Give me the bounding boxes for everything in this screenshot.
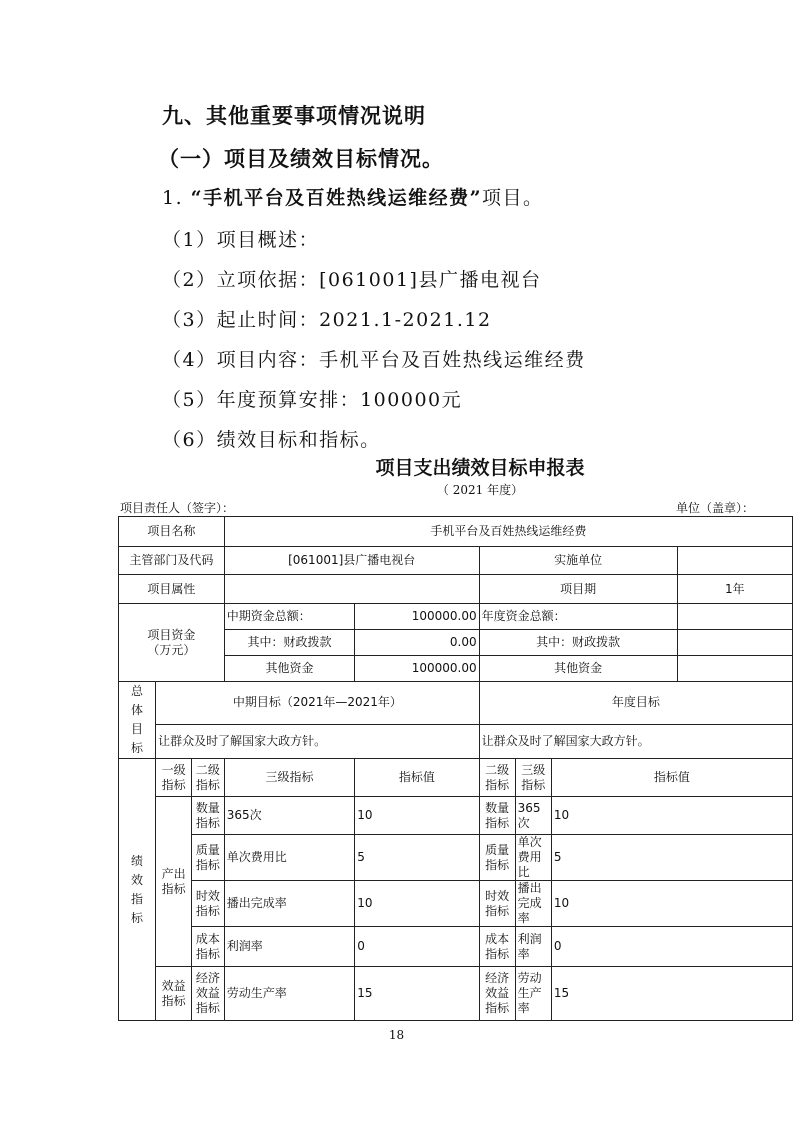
table-row	[119, 835, 793, 881]
indicator-l2-year: 质量指标	[479, 835, 515, 881]
indicator-value-year: 10	[551, 881, 792, 927]
level2-header: 二级指标	[192, 759, 225, 797]
indicator-l3: 365次	[224, 797, 354, 835]
benefit-indicator-label: 效益指标	[156, 967, 192, 1021]
indicator-value: 0	[355, 927, 479, 967]
indicator-l3: 利润率	[224, 927, 354, 967]
value-header-year: 指标值	[551, 759, 792, 797]
year-fiscal-label: 其中：财政拨款	[479, 630, 677, 656]
section-heading: 九、其他重要事项情况说明	[162, 103, 426, 128]
indicator-value: 15	[355, 967, 479, 1021]
indicator-value-year: 15	[551, 967, 792, 1021]
indicator-l2-year: 数量指标	[479, 797, 515, 835]
period-value: 1年	[677, 575, 792, 604]
indicator-l3-year: 劳动生产率	[515, 967, 551, 1021]
year-goal-label: 年度目标	[479, 682, 792, 725]
attr-label: 项目属性	[119, 575, 225, 604]
table-row	[119, 517, 793, 547]
table-title: 项目支出绩效目标申报表	[375, 457, 585, 479]
output-indicator-label: 产出指标	[156, 797, 192, 967]
table-row	[119, 575, 793, 604]
mid-other-value: 100000.00	[355, 656, 479, 682]
indicator-l3: 播出完成率	[224, 881, 354, 927]
table-row	[119, 927, 793, 967]
period-line: （3）起止时间：2021.1-2021.12	[162, 309, 492, 331]
table-row	[119, 881, 793, 927]
fund-label-line1: 项目资金	[147, 627, 196, 642]
table-row	[119, 682, 793, 725]
perf-indicator-label: 绩效指标	[119, 759, 156, 1021]
indicator-l2: 成本指标	[192, 927, 225, 967]
dept-label: 主管部门及代码	[119, 547, 225, 575]
indicator-l2: 时效指标	[192, 881, 225, 927]
indicator-value-year: 10	[551, 797, 792, 835]
overall-goal-label: 总体目标	[119, 682, 156, 759]
indicator-l2-year: 时效指标	[479, 881, 515, 927]
table-subtitle: （ 2021 年度）	[436, 483, 524, 497]
basis-line: （2）立项依据：[061001]县广播电视台	[162, 269, 542, 291]
value-header: 指标值	[355, 759, 479, 797]
indicator-l3: 劳动生产率	[224, 967, 354, 1021]
level1-header: 一级指标	[156, 759, 192, 797]
unit-label: 单位（盖章）：	[676, 501, 755, 515]
period-label: 项目期	[479, 575, 677, 604]
indicator-l2: 质量指标	[192, 835, 225, 881]
year-other-value	[677, 656, 792, 682]
subsection-heading: （一）项目及绩效目标情况。	[158, 146, 444, 171]
table-row	[119, 759, 793, 797]
table-row	[119, 797, 793, 835]
indicator-l3-year: 365次	[515, 797, 551, 835]
indicator-l3: 单次费用比	[224, 835, 354, 881]
year-total-label: 年度资金总额：	[479, 604, 677, 630]
indicator-l3-year: 利润率	[515, 927, 551, 967]
indicator-l2: 数量指标	[192, 797, 225, 835]
indicator-l3-year: 播出完成率	[515, 881, 551, 927]
mid-fiscal-value: 0.00	[355, 630, 479, 656]
indicator-value-year: 5	[551, 835, 792, 881]
indicator-l2-year: 成本指标	[479, 927, 515, 967]
item1-line	[162, 183, 544, 210]
mid-total-value: 100000.00	[355, 604, 479, 630]
budget-line: （5）年度预算安排：100000元	[162, 389, 463, 411]
indicator-l2-year: 经济效益指标	[479, 967, 515, 1021]
other-label: 其他资金	[224, 656, 354, 682]
level2-header-year: 二级指标	[479, 759, 515, 797]
year-total-value	[677, 604, 792, 630]
item1-suffix: 项目。	[482, 187, 544, 209]
indicator-value: 10	[355, 797, 479, 835]
content-line: （4）项目内容：手机平台及百姓热线运维经费	[162, 349, 586, 371]
mid-goal-label: 中期目标（2021年—2021年）	[156, 682, 480, 725]
overview-line: （1）项目概述：	[162, 229, 320, 251]
indicator-value: 5	[355, 835, 479, 881]
indicator-value-year: 0	[551, 927, 792, 967]
table-row	[119, 967, 793, 1021]
fund-label-line2: （万元）	[147, 642, 196, 657]
level3-header: 三级指标	[224, 759, 354, 797]
year-other-label: 其他资金	[479, 656, 677, 682]
responsible-label: 项目责任人（签字）：	[120, 501, 235, 515]
impl-label: 实施单位	[479, 547, 677, 575]
goal-line: （6）绩效目标和指标。	[162, 429, 381, 451]
attr-value	[224, 575, 479, 604]
page-number: 18	[388, 1028, 405, 1042]
item1-project-name: “手机平台及百姓热线运维经费”	[190, 187, 483, 209]
dept-value: [061001]县广播电视台	[224, 547, 479, 575]
table-row	[119, 724, 793, 758]
level3-header-year: 三级指标	[515, 759, 551, 797]
mid-goal-text: 让群众及时了解国家大政方针。	[156, 724, 480, 758]
table-row	[119, 604, 793, 630]
performance-table	[118, 516, 793, 1021]
mid-total-label: 中期资金总额：	[224, 604, 354, 630]
fiscal-label: 其中：财政拨款	[224, 630, 354, 656]
fund-label	[119, 604, 225, 682]
year-goal-text: 让群众及时了解国家大政方针。	[479, 724, 792, 758]
indicator-l2: 经济效益指标	[192, 967, 225, 1021]
indicator-value: 10	[355, 881, 479, 927]
indicator-l3-year: 单次费用比	[515, 835, 551, 881]
item1-prefix: 1.	[162, 187, 191, 209]
impl-value	[677, 547, 792, 575]
project-name: 手机平台及百姓热线运维经费	[224, 517, 792, 547]
project-name-label: 项目名称	[119, 517, 225, 547]
table-row	[119, 547, 793, 575]
year-fiscal-value	[677, 630, 792, 656]
